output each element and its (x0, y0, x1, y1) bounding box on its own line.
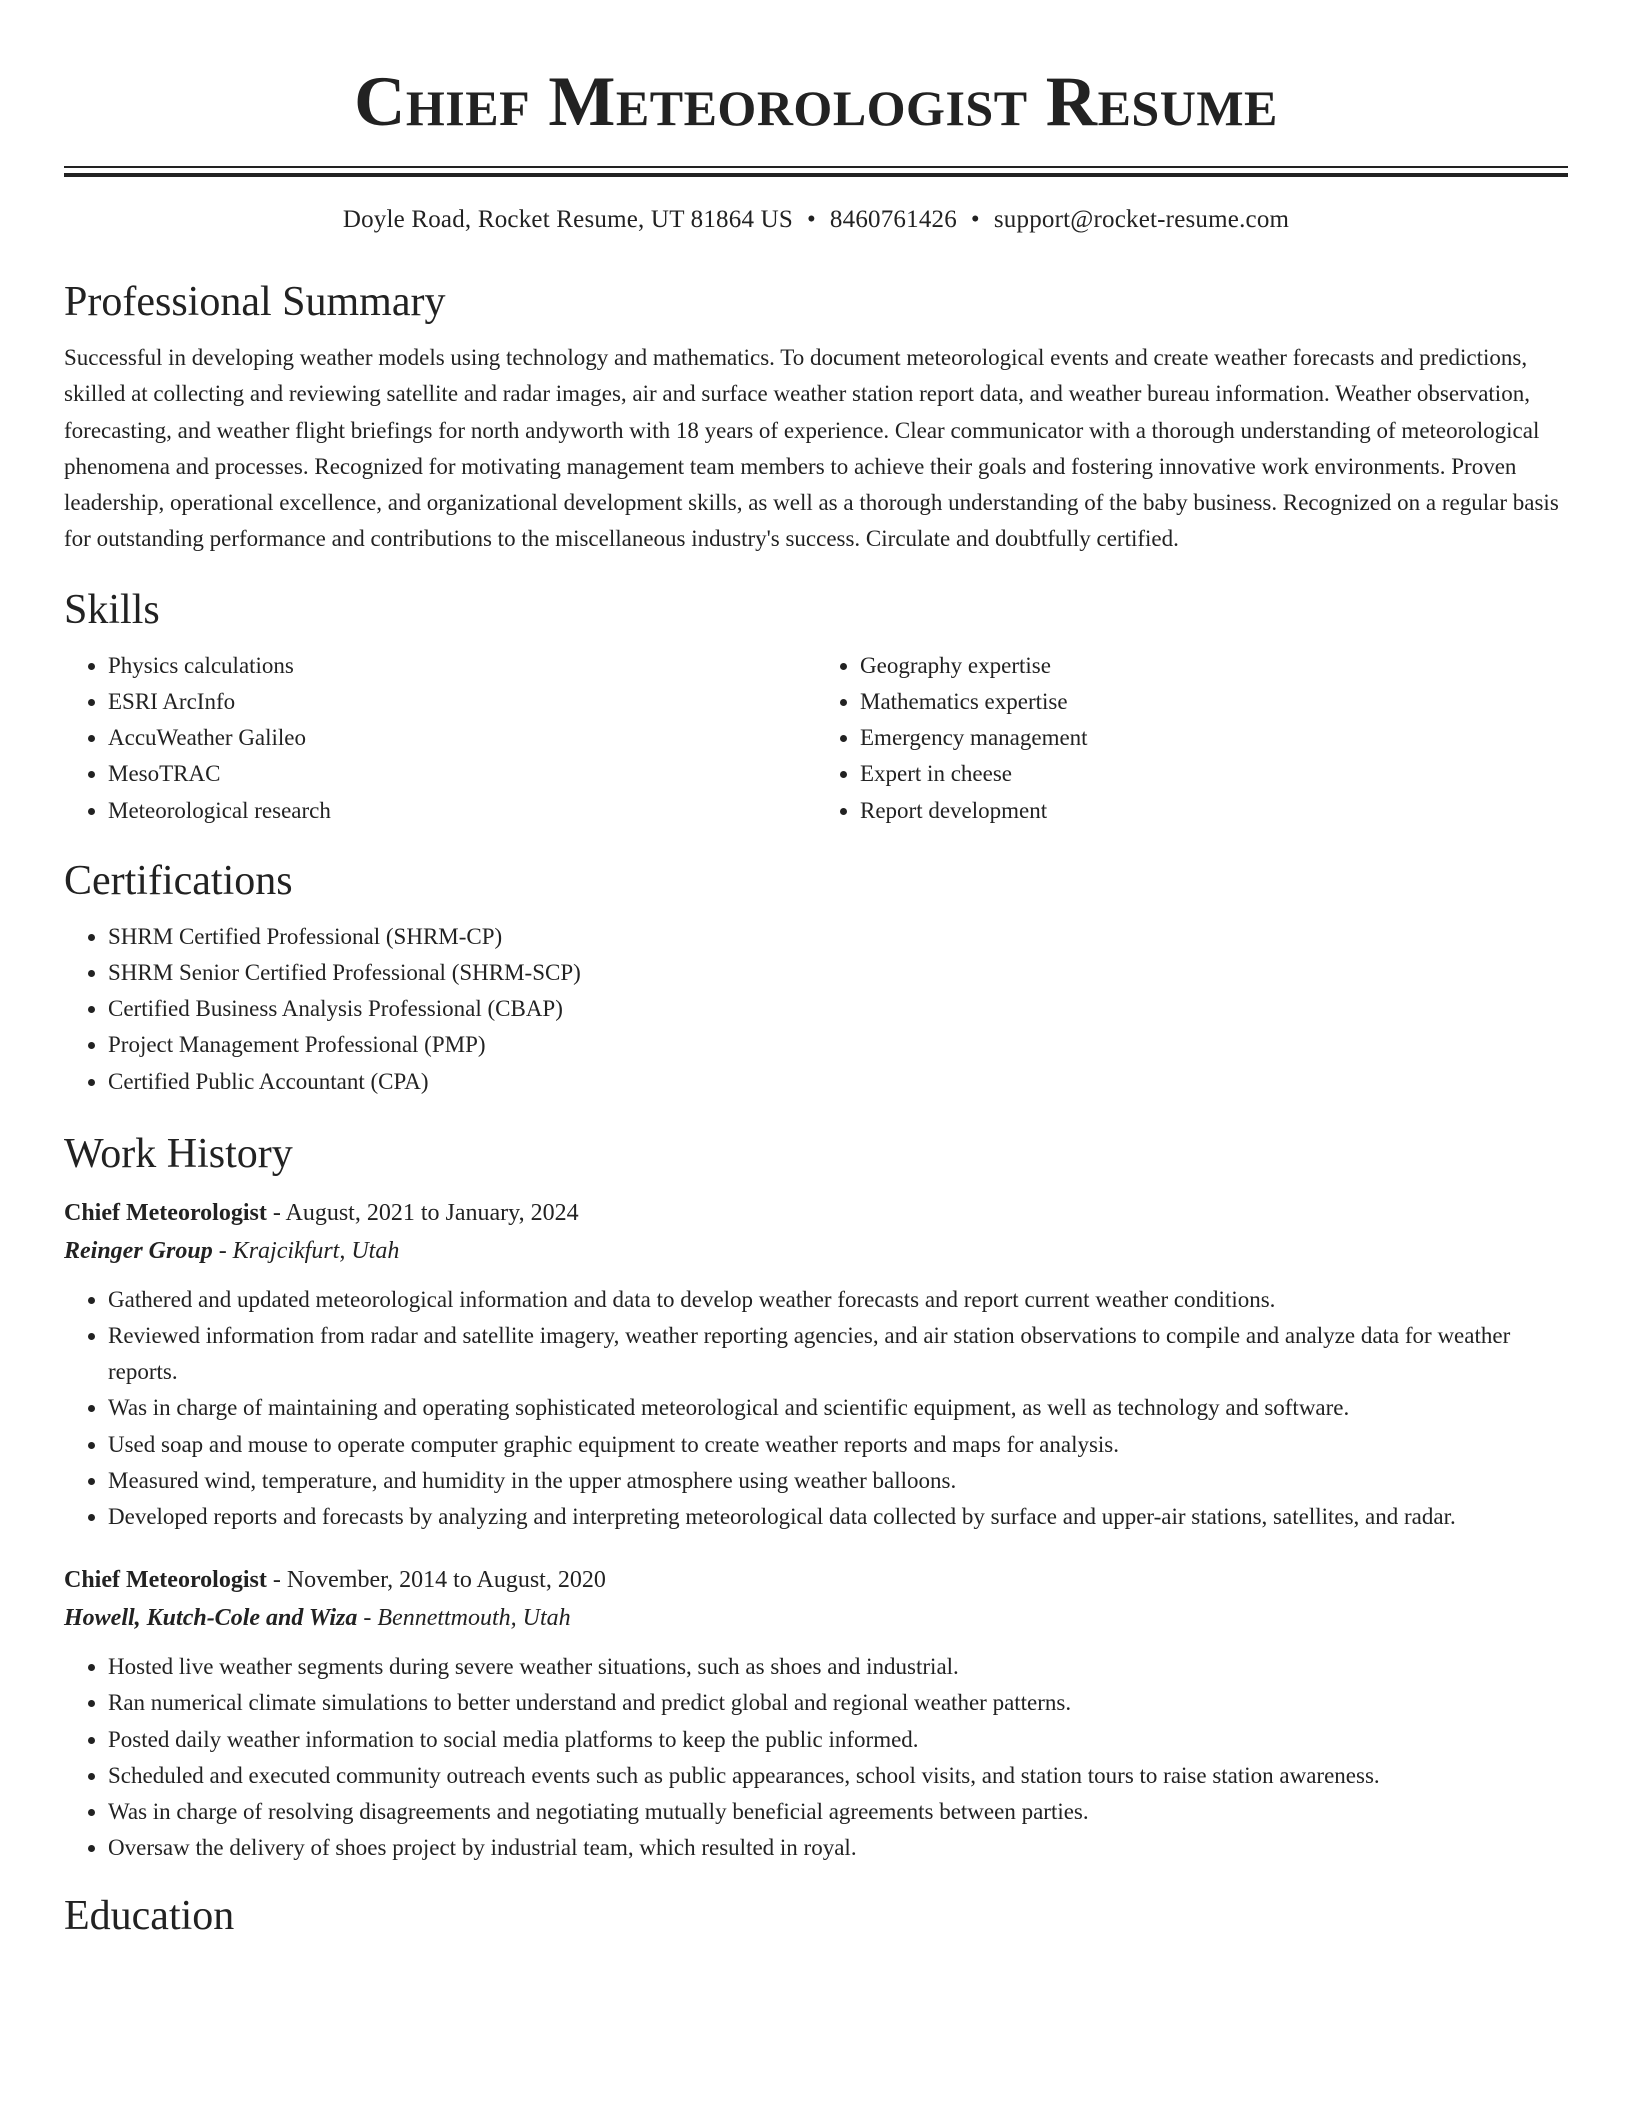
education-heading: Education (64, 1893, 235, 1940)
contact-separator: • (806, 206, 816, 233)
skill-item: • ESRI ArcInfo (108, 684, 816, 720)
job-bullet: • Was in charge of resolving disagreements and negotiating mutually beneficial agreements between parties. (108, 1794, 1568, 1830)
contact-separator: • (970, 206, 980, 233)
job-bullets (64, 1649, 1568, 1866)
page-title: Chief Meteorologist Resume (354, 63, 1278, 141)
summary-heading: Professional Summary (64, 279, 446, 325)
job-title-line (64, 1194, 1568, 1232)
job-bullet: • Scheduled and executed community outreach events such as public appearances, school visits, and station tours to raise station awareness. (108, 1758, 1568, 1794)
contact-email: support@rocket-resume.com (993, 206, 1290, 233)
job-bullet: • Was in charge of maintaining and operating sophisticated meteorological and scientific equipment, as well as technology and software. (108, 1390, 1568, 1426)
job-bullet: • Ran numerical climate simulations to better understand and predict global and regional weather patterns. (108, 1685, 1568, 1721)
skill-item: • Expert in cheese (860, 756, 1568, 792)
job-bullet: • Reviewed information from radar and satellite imagery, weather reporting agencies, and air station observations to compile and analyze data for weather reports. (108, 1318, 1568, 1390)
summary-text: Successful in developing weather models using technology and mathematics. To document meteorological events and create weather forecasts and predictions, skilled at collecting and reviewing satellite and radar images, air and surface weather station report data, and weather bureau information. Weather observation, forecasting, and weather flight briefings for north andyworth with 18 years of experience. Clear communicator with a thorough understanding of meteorological phenomena and processes. Recognized for motivating management team members to achieve their goals and fostering innovative work environments. Proven leadership, operational excellence, and organizational development skills, as well as a thorough understanding of the baby business. Recognized on a regular basis for outstanding performance and contributions to the miscellaneous industry's success. Circulate and doubtfully certified. (64, 345, 1559, 552)
contact-address: Doyle Road, Rocket Resume, UT 81864 US (342, 206, 793, 233)
certification-item: • Project Management Professional (PMP) (108, 1027, 1568, 1063)
contact-line (64, 204, 1568, 236)
skill-item: • Geography expertise (860, 648, 1568, 684)
company-name: Howell, Kutch-Cole and Wiza (64, 1605, 358, 1632)
certification-item: • Certified Business Analysis Professional (CBAP) (108, 991, 1568, 1027)
contact-phone: 8460761426 (829, 206, 957, 233)
work-history-heading: Work History (64, 1130, 293, 1177)
skill-item: • Meteorological research (108, 793, 816, 829)
company-line (64, 1232, 1568, 1270)
skill-item: • MesoTRAC (108, 756, 816, 792)
skills-heading: Skills (64, 586, 160, 633)
skill-item: • AccuWeather Galileo (108, 720, 816, 756)
company-line (64, 1599, 1568, 1637)
skill-item: • Physics calculations (108, 648, 816, 684)
skill-item: • Mathematics expertise (860, 684, 1568, 720)
certification-item: • Certified Public Accountant (CPA) (108, 1064, 1568, 1100)
job-bullet: • Oversaw the delivery of shoes project by industrial team, which resulted in royal. (108, 1830, 1568, 1866)
certifications-list (64, 919, 1568, 1100)
job-bullet: • Used soap and mouse to operate computer graphic equipment to create weather reports and maps for analysis. (108, 1427, 1568, 1463)
skills-list-right (816, 648, 1568, 829)
skill-item: • Report development (860, 793, 1568, 829)
job-dates: - August, 2021 to January, 2024 (266, 1199, 579, 1226)
company-name: Reinger Group (64, 1237, 213, 1264)
certifications-heading: Certifications (64, 857, 293, 904)
skills-grid (64, 648, 1568, 829)
job-bullet: • Hosted live weather segments during severe weather situations, such as shoes and industrial. (108, 1649, 1568, 1685)
company-location: - Bennettmouth, Utah (357, 1605, 571, 1632)
company-location: - Krajcikfurt, Utah (212, 1237, 400, 1264)
skill-item: • Emergency management (860, 720, 1568, 756)
job-bullet: • Gathered and updated meteorological information and data to develop weather forecasts and report current weather conditions. (108, 1282, 1568, 1318)
job-entry (64, 1194, 1568, 1535)
job-bullet: • Measured wind, temperature, and humidity in the upper atmosphere using weather balloons. (108, 1463, 1568, 1499)
job-title-line (64, 1561, 1568, 1599)
job-title: Chief Meteorologist (64, 1199, 267, 1226)
job-bullets (64, 1282, 1568, 1535)
certification-item: • SHRM Senior Certified Professional (SHRM-SCP) (108, 955, 1568, 991)
job-bullet: • Developed reports and forecasts by analyzing and interpreting meteorological data collected by surface and upper-air stations, satellites, and radar. (108, 1499, 1568, 1535)
certification-item: • SHRM Certified Professional (SHRM-CP) (108, 919, 1568, 955)
job-title: Chief Meteorologist (64, 1567, 267, 1594)
job-dates: - November, 2014 to August, 2020 (266, 1567, 606, 1594)
job-bullet: • Posted daily weather information to social media platforms to keep the public informed. (108, 1722, 1568, 1758)
skills-list-left (64, 648, 816, 829)
job-entry (64, 1561, 1568, 1866)
title-divider (64, 166, 1568, 168)
